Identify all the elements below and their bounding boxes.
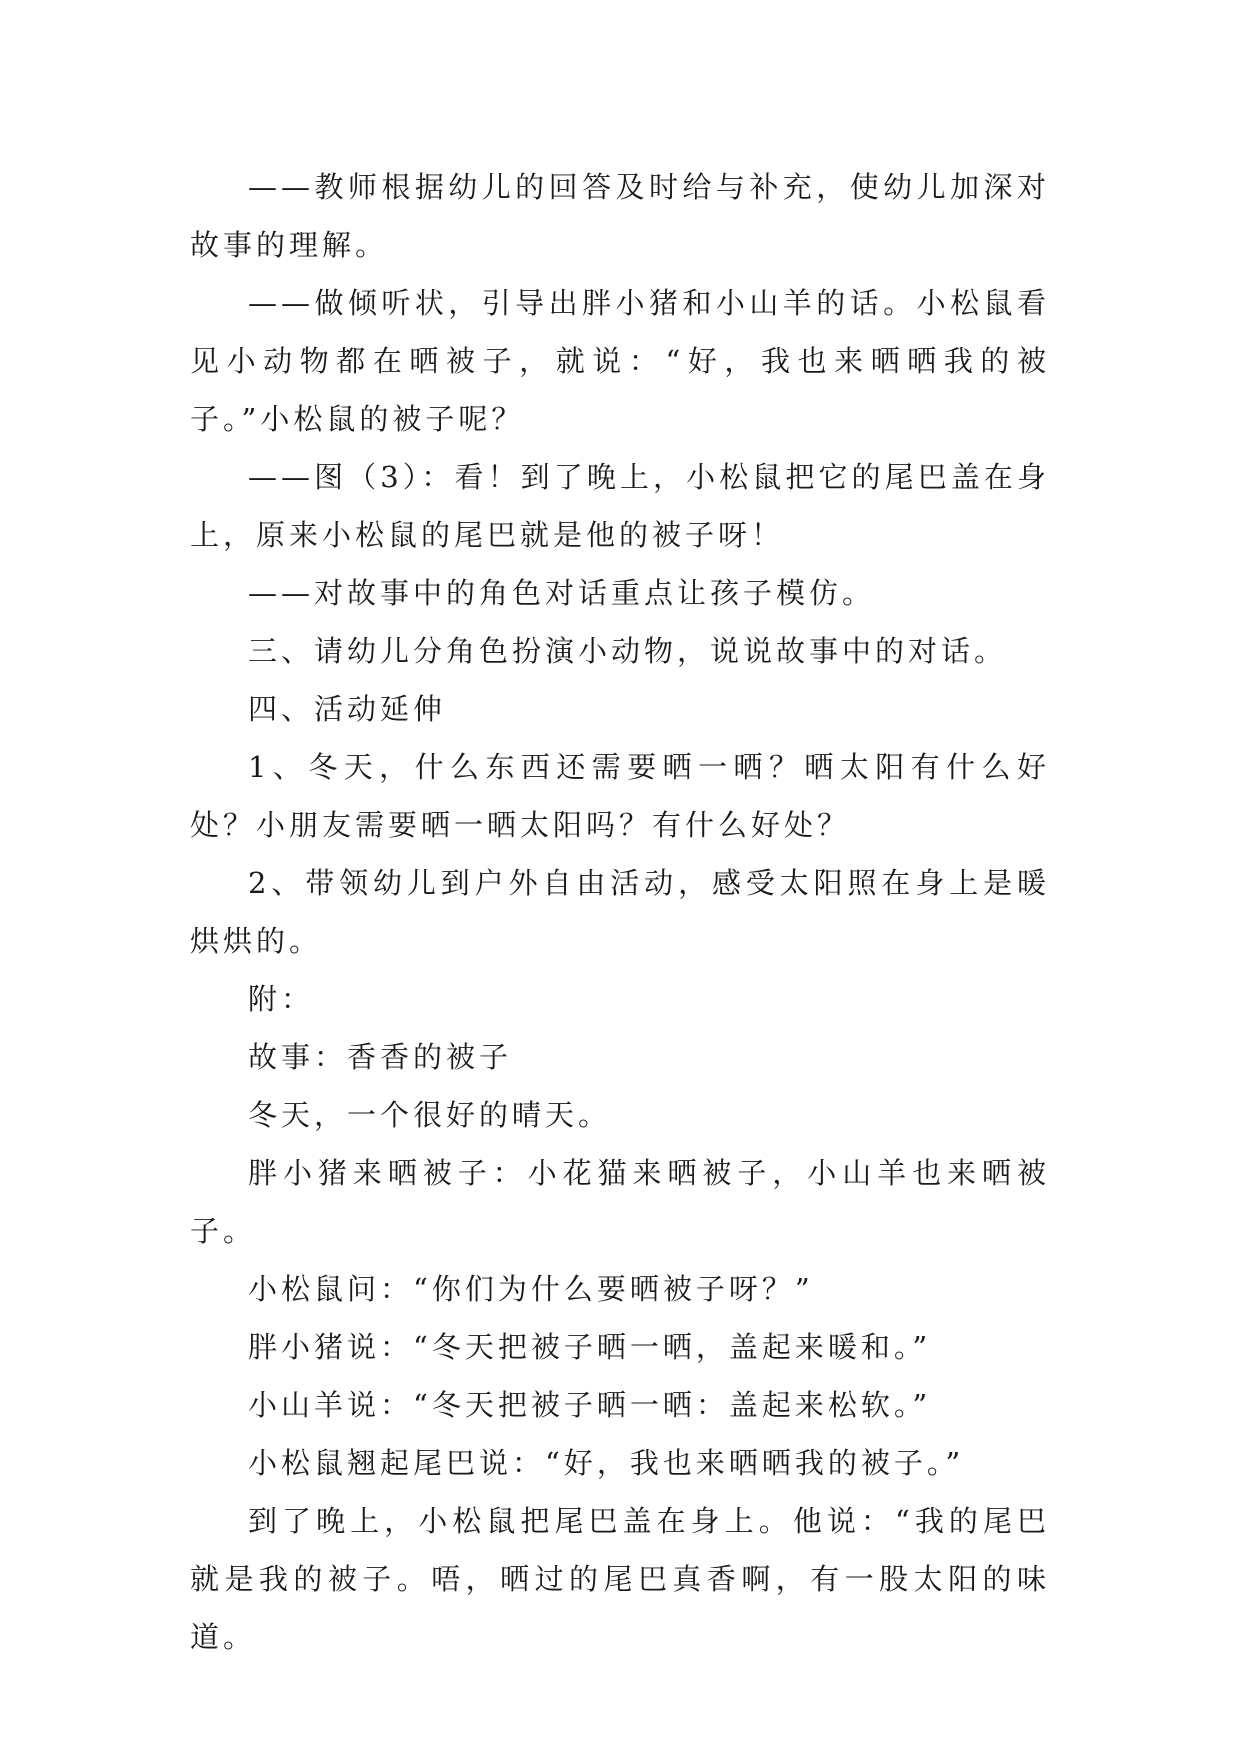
paragraph-3: ——图（3）：看！到了晚上，小松鼠把它的尾巴盖在身上，原来小松鼠的尾巴就是他的被子呀！ <box>190 460 1050 552</box>
story-line-6: 小松鼠翘起尾巴说：“好，我也来晒晒我的被子。” <box>248 1446 965 1480</box>
appendix-label: 附： <box>248 982 315 1016</box>
story-line-1: 冬天，一个很好的晴天。 <box>248 1098 612 1132</box>
story-line-7: 到了晚上，小松鼠把尾巴盖在身上。他说：“我的尾巴就是我的被子。唔，晒过的尾巴真香啊，有一股太阳的味道。 <box>190 1504 1050 1654</box>
story-line-5: 小山羊说：“冬天把被子晒一晒：盖起来松软。” <box>248 1388 932 1422</box>
story-line-2: 胖小猪来晒被子：小花猫来晒被子，小山羊也来晒被子。 <box>190 1156 1050 1248</box>
paragraph-4: ——对故事中的角色对话重点让孩子模仿。 <box>248 576 876 610</box>
section-heading-extension: 四、活动延伸 <box>248 692 447 726</box>
paragraph-8: 2、带领幼儿到户外自由活动，感受太阳照在身上是暖烘烘的。 <box>190 866 1050 958</box>
paragraph-2: ——做倾听状，引导出胖小猪和小山羊的话。小松鼠看见小动物都在晒被子，就说：“好，我也来晒晒我的被子。”小松鼠的被子呢？ <box>190 286 1050 436</box>
story-line-4: 胖小猪说：“冬天把被子晒一晒，盖起来暖和。” <box>248 1330 932 1364</box>
paragraph-7: 1、冬天，什么东西还需要晒一晒？晒太阳有什么好处？小朋友需要晒一晒太阳吗？有什么好处？ <box>190 750 1050 842</box>
story-title: 故事：香香的被子 <box>248 1040 513 1074</box>
document-body <box>190 158 1050 1666</box>
paragraph-1: ——教师根据幼儿的回答及时给与补充，使幼儿加深对故事的理解。 <box>190 170 1050 262</box>
story-line-3: 小松鼠问：“你们为什么要晒被子呀？” <box>248 1272 814 1306</box>
paragraph-5: 三、请幼儿分角色扮演小动物，说说故事中的对话。 <box>248 634 1008 668</box>
